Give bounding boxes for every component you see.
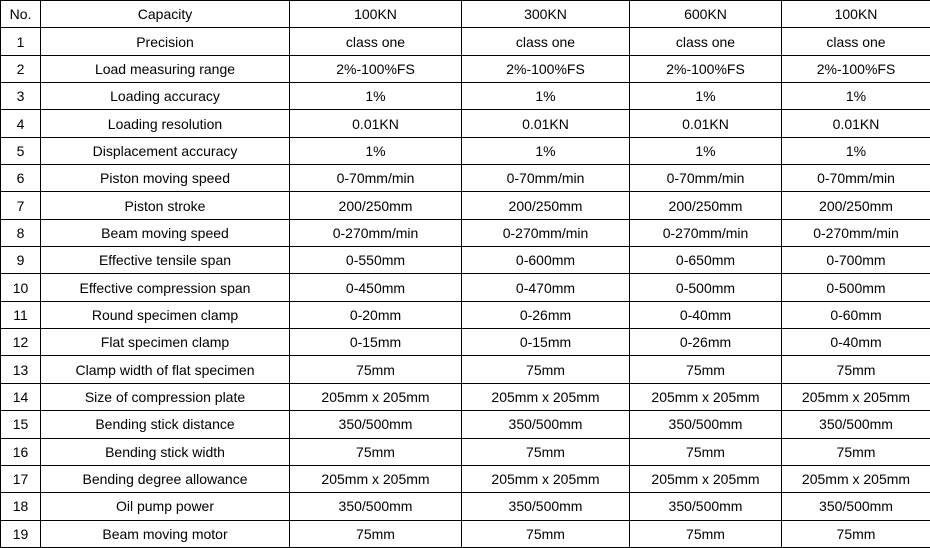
table-row — [1, 192, 930, 219]
value-cell-model-1: 0-70mm/min — [290, 165, 462, 192]
row-number-cell: 18 — [1, 493, 41, 520]
table-row — [1, 83, 930, 110]
table-row — [1, 110, 930, 137]
value-cell-model-2: 0-470mm — [462, 274, 630, 301]
value-cell-model-1: 75mm — [290, 520, 462, 547]
row-number-cell: 5 — [1, 137, 41, 164]
value-cell-model-1: class one — [290, 28, 462, 55]
row-number-cell: 16 — [1, 438, 41, 465]
value-cell-model-4: 205mm x 205mm — [782, 465, 930, 492]
row-number-cell: 11 — [1, 301, 41, 328]
parameter-name-cell: Round specimen clamp — [41, 301, 290, 328]
value-cell-model-2: 350/500mm — [462, 411, 630, 438]
value-cell-model-3: 0.01KN — [630, 110, 782, 137]
value-cell-model-2: 200/250mm — [462, 192, 630, 219]
table-row — [1, 55, 930, 82]
value-cell-model-4: 1% — [782, 83, 930, 110]
table-row — [1, 247, 930, 274]
value-cell-model-4: 0-500mm — [782, 274, 930, 301]
header-cell-no: No. — [1, 1, 41, 28]
row-number-cell: 14 — [1, 383, 41, 410]
value-cell-model-4: 2%-100%FS — [782, 55, 930, 82]
parameter-name-cell: Effective tensile span — [41, 247, 290, 274]
value-cell-model-4: 75mm — [782, 520, 930, 547]
value-cell-model-4: 0-70mm/min — [782, 165, 930, 192]
parameter-name-cell: Bending stick distance — [41, 411, 290, 438]
header-cell-model-1: 100KN — [290, 1, 462, 28]
row-number-cell: 15 — [1, 411, 41, 438]
table-row — [1, 329, 930, 356]
value-cell-model-1: 350/500mm — [290, 411, 462, 438]
value-cell-model-1: 75mm — [290, 356, 462, 383]
table-row — [1, 219, 930, 246]
value-cell-model-3: 75mm — [630, 438, 782, 465]
value-cell-model-1: 1% — [290, 137, 462, 164]
value-cell-model-3: 0-70mm/min — [630, 165, 782, 192]
value-cell-model-3: class one — [630, 28, 782, 55]
value-cell-model-2: 350/500mm — [462, 493, 630, 520]
value-cell-model-2: 75mm — [462, 356, 630, 383]
parameter-name-cell: Loading resolution — [41, 110, 290, 137]
value-cell-model-1: 0-270mm/min — [290, 219, 462, 246]
value-cell-model-1: 0-550mm — [290, 247, 462, 274]
value-cell-model-4: 350/500mm — [782, 411, 930, 438]
value-cell-model-2: 205mm x 205mm — [462, 465, 630, 492]
table-row — [1, 137, 930, 164]
parameter-name-cell: Oil pump power — [41, 493, 290, 520]
value-cell-model-2: 205mm x 205mm — [462, 383, 630, 410]
value-cell-model-1: 2%-100%FS — [290, 55, 462, 82]
value-cell-model-2: 75mm — [462, 520, 630, 547]
value-cell-model-3: 1% — [630, 137, 782, 164]
value-cell-model-1: 205mm x 205mm — [290, 383, 462, 410]
value-cell-model-3: 0-650mm — [630, 247, 782, 274]
parameter-name-cell: Beam moving motor — [41, 520, 290, 547]
value-cell-model-1: 0-20mm — [290, 301, 462, 328]
value-cell-model-2: 0-26mm — [462, 301, 630, 328]
table-row — [1, 274, 930, 301]
value-cell-model-1: 205mm x 205mm — [290, 465, 462, 492]
parameter-name-cell: Size of compression plate — [41, 383, 290, 410]
parameter-name-cell: Displacement accuracy — [41, 137, 290, 164]
value-cell-model-2: 75mm — [462, 438, 630, 465]
value-cell-model-4: 1% — [782, 137, 930, 164]
value-cell-model-2: 0-15mm — [462, 329, 630, 356]
parameter-name-cell: Piston moving speed — [41, 165, 290, 192]
parameter-name-cell: Loading accuracy — [41, 83, 290, 110]
value-cell-model-2: class one — [462, 28, 630, 55]
value-cell-model-3: 0-500mm — [630, 274, 782, 301]
table-row — [1, 411, 930, 438]
row-number-cell: 10 — [1, 274, 41, 301]
value-cell-model-1: 350/500mm — [290, 493, 462, 520]
value-cell-model-3: 205mm x 205mm — [630, 383, 782, 410]
row-number-cell: 19 — [1, 520, 41, 547]
value-cell-model-2: 0.01KN — [462, 110, 630, 137]
value-cell-model-3: 0-26mm — [630, 329, 782, 356]
parameter-name-cell: Bending degree allowance — [41, 465, 290, 492]
parameter-name-cell: Beam moving speed — [41, 219, 290, 246]
header-cell-capacity: Capacity — [41, 1, 290, 28]
value-cell-model-1: 0-15mm — [290, 329, 462, 356]
value-cell-model-4: 0-270mm/min — [782, 219, 930, 246]
value-cell-model-3: 1% — [630, 83, 782, 110]
value-cell-model-4: class one — [782, 28, 930, 55]
value-cell-model-2: 1% — [462, 83, 630, 110]
row-number-cell: 17 — [1, 465, 41, 492]
parameter-name-cell: Piston stroke — [41, 192, 290, 219]
value-cell-model-4: 0-60mm — [782, 301, 930, 328]
table-row — [1, 165, 930, 192]
parameter-name-cell: Flat specimen clamp — [41, 329, 290, 356]
header-cell-model-4: 100KN — [782, 1, 930, 28]
value-cell-model-4: 0-40mm — [782, 329, 930, 356]
value-cell-model-1: 0-450mm — [290, 274, 462, 301]
parameter-name-cell: Effective compression span — [41, 274, 290, 301]
parameter-name-cell: Bending stick width — [41, 438, 290, 465]
row-number-cell: 9 — [1, 247, 41, 274]
value-cell-model-4: 205mm x 205mm — [782, 383, 930, 410]
value-cell-model-1: 200/250mm — [290, 192, 462, 219]
value-cell-model-3: 200/250mm — [630, 192, 782, 219]
value-cell-model-2: 1% — [462, 137, 630, 164]
value-cell-model-3: 0-270mm/min — [630, 219, 782, 246]
value-cell-model-3: 350/500mm — [630, 411, 782, 438]
value-cell-model-2: 0-270mm/min — [462, 219, 630, 246]
table-row — [1, 520, 930, 547]
value-cell-model-3: 350/500mm — [630, 493, 782, 520]
row-number-cell: 2 — [1, 55, 41, 82]
row-number-cell: 1 — [1, 28, 41, 55]
value-cell-model-3: 205mm x 205mm — [630, 465, 782, 492]
value-cell-model-2: 0-600mm — [462, 247, 630, 274]
table-row — [1, 301, 930, 328]
value-cell-model-1: 75mm — [290, 438, 462, 465]
value-cell-model-4: 75mm — [782, 356, 930, 383]
value-cell-model-4: 0-700mm — [782, 247, 930, 274]
table-row — [1, 493, 930, 520]
table-row — [1, 356, 930, 383]
value-cell-model-3: 75mm — [630, 520, 782, 547]
row-number-cell: 8 — [1, 219, 41, 246]
table-row — [1, 383, 930, 410]
table-row — [1, 465, 930, 492]
row-number-cell: 3 — [1, 83, 41, 110]
value-cell-model-3: 75mm — [630, 356, 782, 383]
value-cell-model-4: 75mm — [782, 438, 930, 465]
row-number-cell: 13 — [1, 356, 41, 383]
row-number-cell: 6 — [1, 165, 41, 192]
value-cell-model-4: 350/500mm — [782, 493, 930, 520]
parameter-name-cell: Load measuring range — [41, 55, 290, 82]
value-cell-model-3: 2%-100%FS — [630, 55, 782, 82]
value-cell-model-2: 0-70mm/min — [462, 165, 630, 192]
row-number-cell: 7 — [1, 192, 41, 219]
value-cell-model-4: 200/250mm — [782, 192, 930, 219]
value-cell-model-3: 0-40mm — [630, 301, 782, 328]
value-cell-model-4: 0.01KN — [782, 110, 930, 137]
value-cell-model-1: 0.01KN — [290, 110, 462, 137]
parameter-name-cell: Clamp width of flat specimen — [41, 356, 290, 383]
table-row — [1, 438, 930, 465]
table-row — [1, 28, 930, 55]
table-header-row — [1, 1, 930, 28]
value-cell-model-1: 1% — [290, 83, 462, 110]
value-cell-model-2: 2%-100%FS — [462, 55, 630, 82]
header-cell-model-2: 300KN — [462, 1, 630, 28]
row-number-cell: 12 — [1, 329, 41, 356]
table-body — [1, 1, 930, 548]
header-cell-model-3: 600KN — [630, 1, 782, 28]
parameter-name-cell: Precision — [41, 28, 290, 55]
row-number-cell: 4 — [1, 110, 41, 137]
